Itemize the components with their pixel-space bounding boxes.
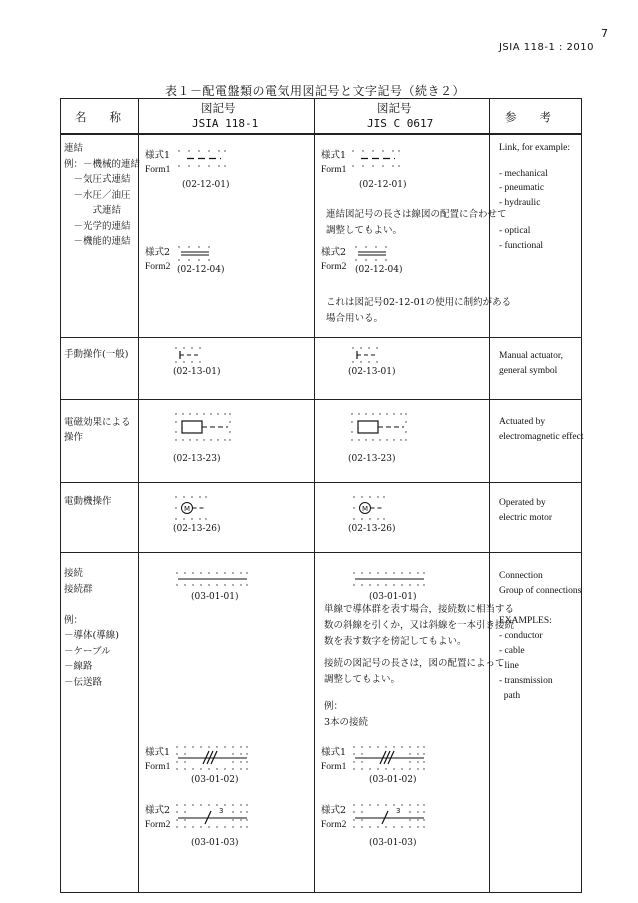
page-number: 7 [601,27,608,40]
table-caption: 表１－配電盤類の電気用図記号と文字記号（続き２） [165,84,466,98]
ref-line: - optical [499,226,531,236]
link-symbol-dashed [177,149,227,169]
symbol-table [60,98,582,893]
note-line: 調整してもよい。 [324,674,401,685]
note-line: 接続の図記号の長さは，図の配置によって [324,658,505,669]
three-connections-symbol [352,745,426,771]
form-label-jp: 様式1 [145,747,171,758]
name-line: －伝送路 [64,676,103,688]
symbol-code: (02-13-26) [173,524,221,534]
name-line: 接続群 [64,583,93,595]
form-label-jp: 様式1 [145,150,171,161]
header-jsia-standard: JSIA 118-1 [192,117,259,130]
row-divider [61,399,581,400]
note-line: 連結図記号の長さは線図の配置に合わせて [326,209,507,220]
motor-actuator-symbol [174,495,208,521]
name-line: 接続 [64,568,84,579]
note-line: 場合用いる。 [326,313,384,324]
note-line: 数を表す数字を傍記してもよい。 [324,636,467,647]
numbered-connections-symbol [175,803,249,829]
name-line: 電磁効果による [64,417,131,428]
doc-year: 2010 [566,42,594,53]
electromagnetic-reference [499,415,583,445]
form-label-jp: 様式2 [321,805,347,816]
numbered-connections-symbol [352,803,426,829]
ref-line: Link, for example: [499,143,570,153]
symbol-code: (02-13-26) [348,524,396,534]
symbol-code: (02-12-04) [177,265,225,275]
ref-line [499,599,581,614]
motor-letter: M [361,505,369,513]
jis-note [326,207,507,239]
form-label-jp: 様式1 [321,747,347,758]
symbol-code: (03-01-03) [369,838,417,848]
symbol-code: (03-01-01) [369,592,417,602]
note-line: 数の斜線を引くか，又は斜線を一本引き接続 [324,620,515,631]
ref-line: electric motor [499,513,553,523]
link-symbol-dashed [351,149,401,169]
note-line: 調整してもよい。 [326,225,403,236]
jis-note [326,295,511,327]
symbol-code: (02-12-04) [355,265,403,275]
motor-actuator-symbol [352,495,386,521]
connection-symbol [352,571,426,587]
name-line: 例： [64,614,84,626]
connection-reference [499,569,581,704]
form-label-en: Form2 [145,262,171,272]
ref-line: - functional [499,240,544,251]
symbol-code: (03-01-01) [191,592,239,602]
connection-symbol [175,571,249,587]
electromagnetic-actuator-symbol [350,412,408,442]
name-line [64,597,119,613]
header-reference: 参 考 [505,110,551,124]
symbol-code: (02-13-01) [173,367,221,377]
name-line: －導体(導線) [64,630,119,641]
manual-actuator-symbol [351,346,379,364]
form-label-jp: 様式2 [145,805,171,816]
symbol-code: (02-13-23) [348,454,396,464]
form-label-en: Form2 [145,820,171,830]
name-line: －線路 [64,661,93,672]
form-label-en: Form1 [321,165,347,175]
ref-line: electromagnetic effect [499,432,584,442]
ref-line: - pneumatic [499,183,545,193]
ref-line: - transmission [499,676,553,686]
name-line: －光学的連結 [64,220,131,232]
form-label-jp: 様式2 [321,247,347,258]
ref-line: Manual actuator, [499,351,563,361]
link-symbol-double-line [177,245,213,263]
symbol-code: (02-13-01) [348,367,396,377]
row-divider [61,482,581,483]
form-label-jp: 様式1 [321,150,347,161]
motor-reference [499,496,552,526]
connection-count: 3 [219,807,224,815]
form-label-en: Form2 [321,262,347,272]
form-label-en: Form1 [145,165,171,175]
name-line: －機能的連結 [64,236,131,247]
document-id: JSIA 118-1 : 2010 [498,42,594,53]
jis-example [324,699,368,731]
name-line: －気圧式連結 [64,174,131,185]
symbol-code: (03-01-02) [191,775,239,785]
ref-line: EXAMPLES: [499,616,552,626]
col-divider [314,99,315,892]
connection-count: 3 [396,807,401,815]
jis-note [324,656,505,688]
note-line: これは図記号02-12-01の使用に制約がある [326,297,512,308]
motor-name: 電動機操作 [64,496,112,507]
name-line: 例：－機械的連結 [64,158,141,170]
link-symbol-double-line [354,245,390,263]
name-line: －水圧／油圧 [64,189,131,201]
electromagnetic-actuator-symbol [174,412,232,442]
name-line: 連結 [64,143,84,154]
link-name [64,141,140,250]
connection-name [64,566,119,690]
three-connections-symbol [175,745,249,771]
manual-actuator-symbol [174,346,202,364]
header-jis-title: 図記号 [377,101,412,115]
form-label-en: Form2 [321,820,347,830]
form-label-jp: 様式2 [145,247,171,258]
ref-line: - hydraulic [499,197,541,208]
row-divider [61,337,581,338]
electromagnetic-name [64,415,131,445]
ref-line: Operated by [499,498,546,508]
doc-id-text: JSIA 118-1 [498,42,556,53]
ref-line: Actuated by [499,417,546,427]
symbol-code: (03-01-02) [369,775,417,785]
ref-line: - mechanical [499,168,548,179]
ref-line: Group of connections [499,586,582,596]
link-reference [499,141,570,253]
header-jsia-title: 図記号 [201,101,236,115]
manual-name: 手動操作(一般) [64,349,129,360]
header-rule [61,133,581,135]
motor-letter: M [183,505,191,513]
symbol-code: (02-13-23) [173,454,221,464]
name-line: 操作 [64,432,84,443]
jis-note [324,602,514,650]
ref-line: general symbol [499,366,558,376]
row-divider [61,552,581,553]
header-jis-standard: JIS C 0617 [367,117,434,130]
name-line: －ケーブル [64,645,111,657]
note-line: 3本の接続 [324,717,369,728]
ref-line: - conductor [499,631,543,641]
ref-line: Connection [499,571,543,581]
header-name: 名 称 [75,110,121,124]
symbol-code: (02-12-01) [359,180,407,190]
symbol-code: (02-12-01) [182,180,230,190]
form-label-en: Form1 [145,762,171,772]
manual-reference [499,349,563,379]
symbol-code: (03-01-03) [191,838,239,848]
ref-line: - cable [499,646,525,656]
note-line: 例： [324,701,344,712]
name-line: 式連結 [64,205,122,216]
note-line: 単線で導体群を表す場合，接続数に相当する [324,604,515,615]
form-label-en: Form1 [321,762,347,772]
ref-line: - line [499,661,519,671]
ref-line: path [499,691,521,701]
